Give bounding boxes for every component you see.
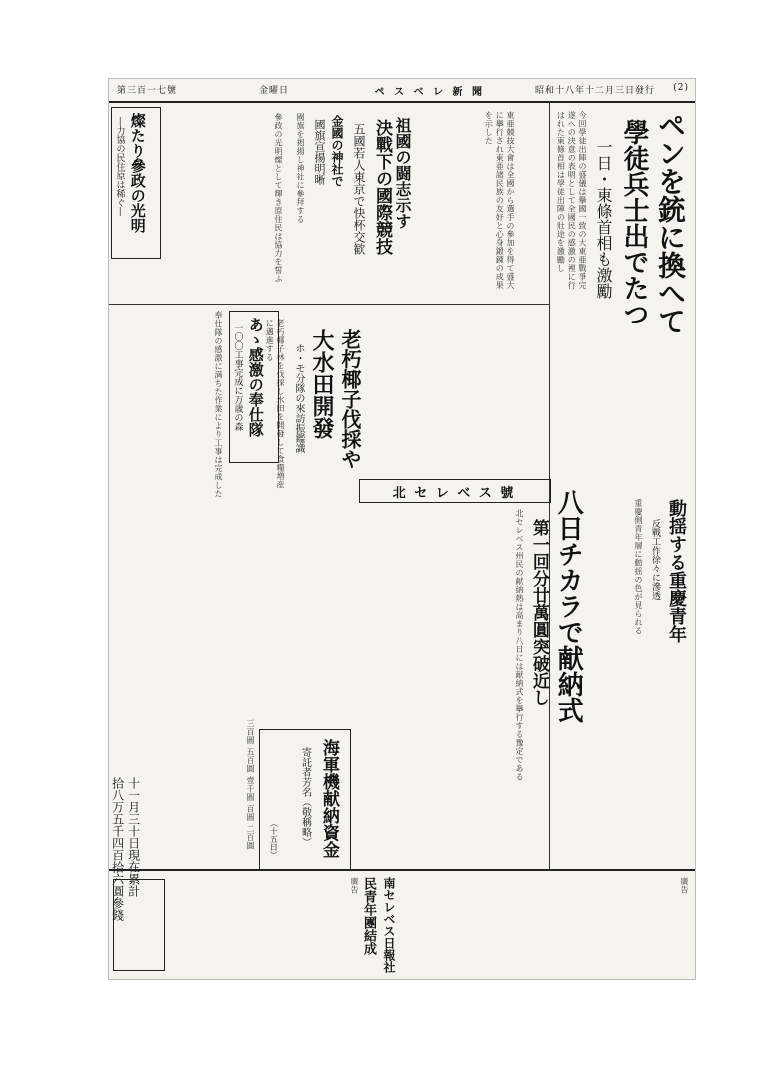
devotion-headline: あゝ感激の奉仕隊 bbox=[246, 317, 265, 437]
shrine-headline: 金國の神社で bbox=[330, 115, 344, 187]
total-amount: 拾八万五千四百拾六圓參錢 bbox=[110, 777, 125, 921]
shrine-subheading: 國旗宣揚明晰 bbox=[313, 119, 326, 185]
youth-headline: 動揺する重慶青年 bbox=[666, 499, 687, 643]
ad-logo-box bbox=[113, 879, 165, 971]
youth-subheading: 反戰工作徐々に滲透 bbox=[650, 519, 660, 600]
devotion-body-text: 奉仕隊の感激に満ちた作業により工事は完成した bbox=[214, 311, 223, 498]
masthead-strip bbox=[109, 79, 695, 103]
ad-body-left: 廣告 bbox=[350, 877, 359, 894]
politics-body-text: 參政の光明燦として輝き原住民は協力を誓ふ bbox=[274, 113, 283, 283]
coconut-headline: 老朽椰子伐採や bbox=[338, 329, 362, 469]
weekday: 金曜日 bbox=[259, 86, 290, 96]
shrine-body-text: 國旗を掲揚し神社に參拜する bbox=[296, 113, 305, 224]
page-number: (2) bbox=[673, 83, 689, 93]
special-body-text: 北セレベス州民の献納熱は高まり八日には献納式を擧行する豫定である bbox=[515, 509, 524, 781]
fund-title: 海軍機献納資金 bbox=[318, 739, 339, 858]
paper-name: ペ ス ベ レ 新 聞 bbox=[374, 87, 485, 98]
lead-body-text: 今回學徒出陣の盛儀は擧國一致の大東亜戰爭完遂への決意の表明として全國民の感激の裡に行はれた東條首相は學徒出陣の壯途を激勵し bbox=[556, 111, 587, 290]
struggle-subheading: 五國若人東京で快杯交歓 bbox=[352, 123, 366, 255]
special-headline: 八日チカラで献納式 bbox=[553, 489, 584, 723]
newspaper-page bbox=[108, 78, 696, 980]
total-label: 十一月三十日現在累計 bbox=[126, 777, 141, 897]
fund-note: （十五日） bbox=[269, 819, 279, 859]
struggle-body-text: 東亜競技大會は全國から選手の參加を得て盛大に擧行され東亜諸民族の友好と心身鍛錬の成果を示した bbox=[484, 111, 515, 290]
donors-list: 三百圓 五百圓 壹千圓 百圓 二百圓 bbox=[246, 719, 255, 851]
lead-subheading: 一日・東條首相も激勵 bbox=[594, 139, 613, 299]
devotion-subheading: 一〇〇工事完成に万歳の森 bbox=[232, 323, 243, 431]
issue-date: 昭和十八年十二月三日發行 bbox=[534, 86, 655, 96]
issue-number: 第三百一七號 bbox=[117, 86, 178, 96]
lead-headline-2: 學徒兵士出でたつ bbox=[619, 119, 649, 327]
coconut-body-text: 老朽椰子林を伐採し水田を開發して食糧増産に邁進する bbox=[265, 319, 285, 489]
ad-headline-b: 民青年團結成 bbox=[361, 877, 376, 955]
section-rule bbox=[109, 304, 549, 305]
coconut-headline-2: 大水田開發 bbox=[309, 329, 335, 439]
special-subheading: 第一回分廿萬圓突破近し bbox=[528, 519, 549, 706]
coconut-subheading: ホ・モ分隊の來訪振鑑識 bbox=[293, 343, 304, 453]
lead-headline: ペンを銃に換へて bbox=[654, 111, 687, 335]
fund-subtitle: 寄託者芳名（敬稱略） bbox=[299, 747, 311, 847]
ad-body-right: 廣告 bbox=[680, 877, 689, 894]
politics-headline: 燦たり參政の光明 bbox=[128, 113, 147, 233]
advertisement-band bbox=[109, 869, 695, 980]
politics-subheading: ―力協の民住原は稀ぐ― bbox=[114, 117, 125, 216]
ad-headline-a: 南セレベス日報社 bbox=[382, 877, 396, 973]
struggle-headline: 祖國の闘志示す bbox=[393, 117, 412, 229]
special-banner: 北 セ レ ベ ス 號 bbox=[392, 486, 516, 501]
struggle-headline-2: 決戰下の國際競技 bbox=[372, 119, 392, 255]
youth-body-text: 重慶側青年層に動揺の色が見られる bbox=[634, 499, 643, 635]
